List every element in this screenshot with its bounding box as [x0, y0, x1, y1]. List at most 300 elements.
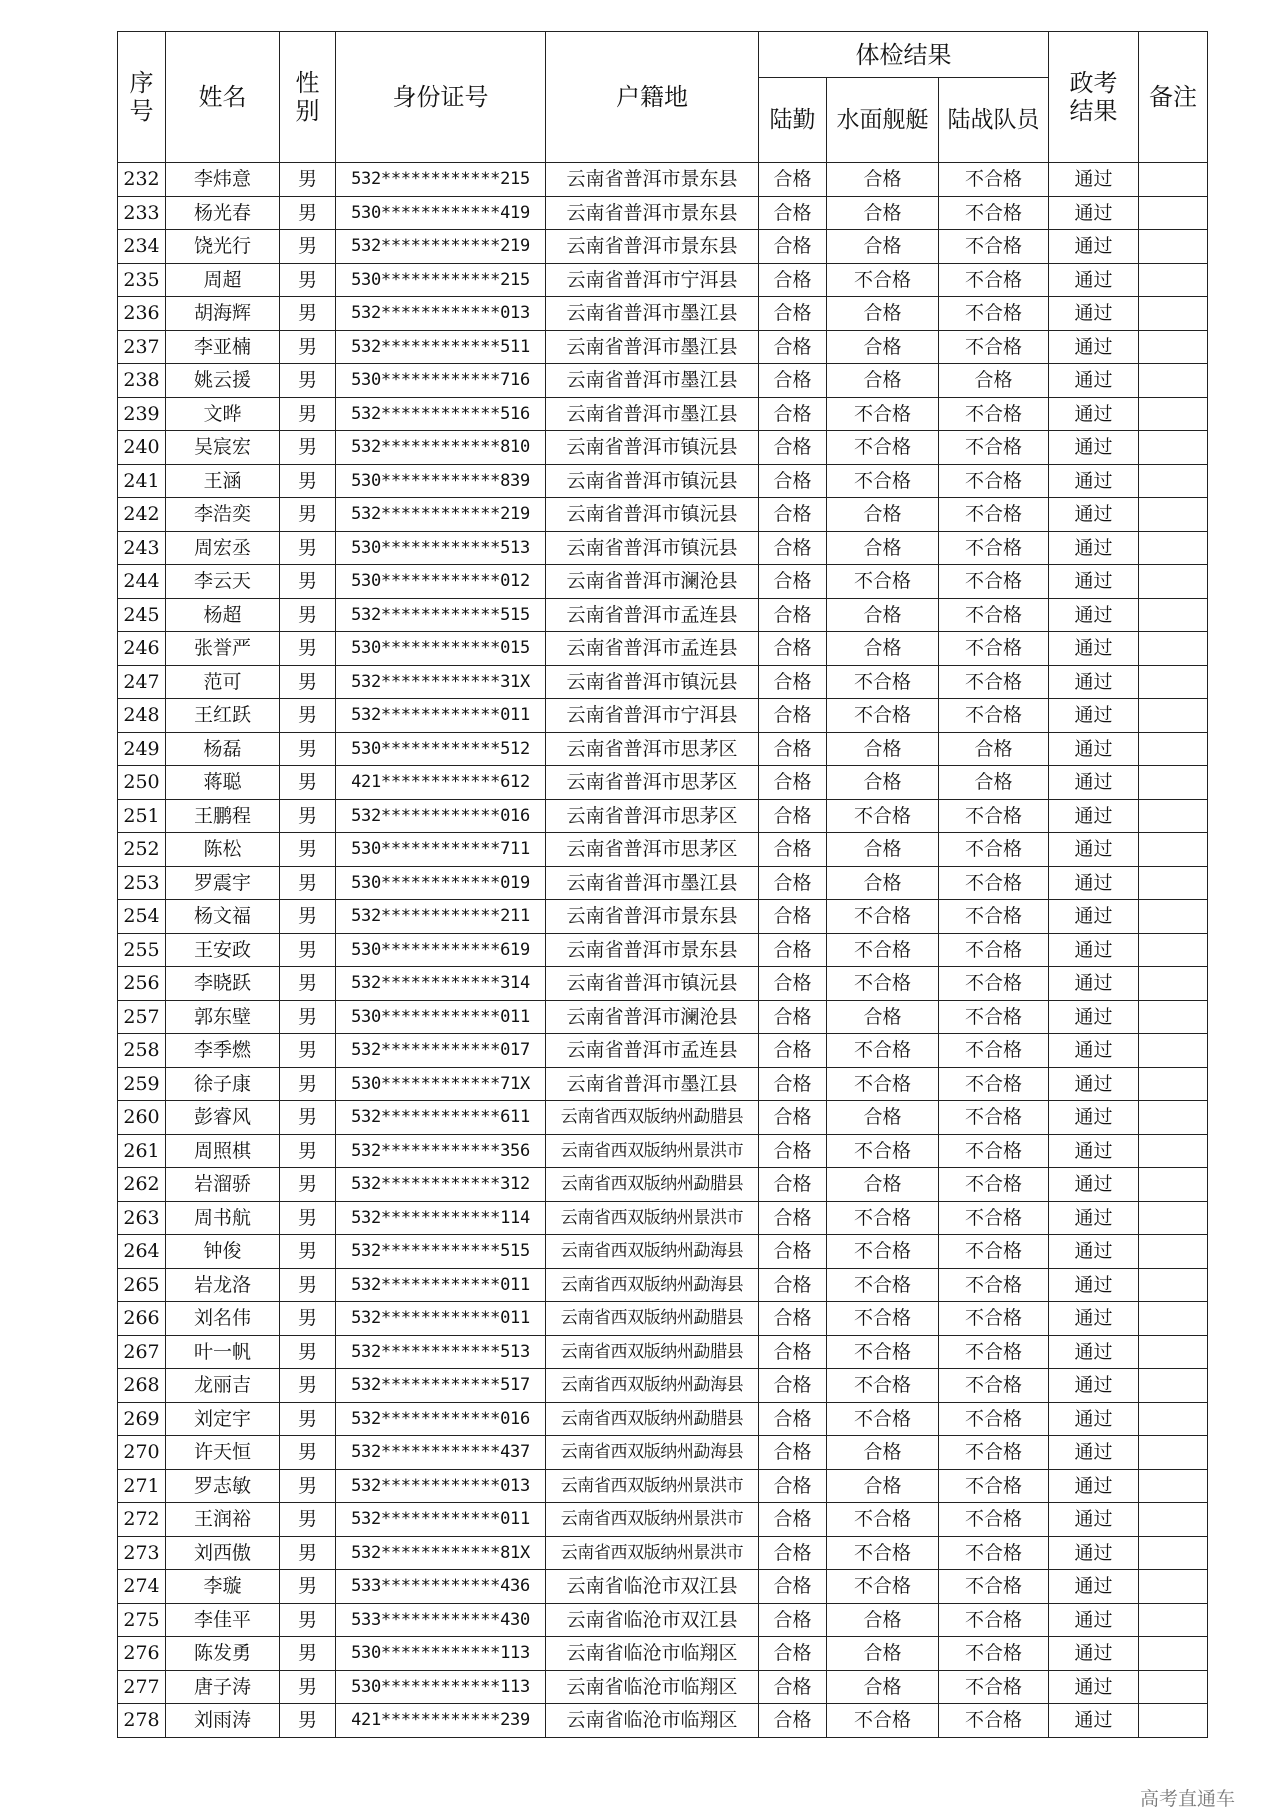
header-political: 政考结果 [1049, 32, 1139, 163]
cell-origin: 云南省西双版纳州景洪市 [546, 1536, 759, 1570]
cell-exam-marine: 不合格 [939, 431, 1049, 465]
cell-gender: 男 [280, 1637, 336, 1671]
cell-gender: 男 [280, 833, 336, 867]
cell-seq: 251 [118, 799, 166, 833]
cell-name: 彭睿风 [166, 1101, 280, 1135]
cell-political: 通过 [1049, 1603, 1139, 1637]
cell-political: 通过 [1049, 531, 1139, 565]
header-name: 姓名 [166, 32, 280, 163]
cell-name: 周照棋 [166, 1134, 280, 1168]
cell-remark [1139, 1335, 1208, 1369]
cell-origin: 云南省普洱市镇沅县 [546, 531, 759, 565]
cell-name: 王鹏程 [166, 799, 280, 833]
cell-exam-marine: 不合格 [939, 397, 1049, 431]
cell-political: 通过 [1049, 1302, 1139, 1336]
cell-exam-land: 合格 [759, 1704, 827, 1738]
cell-exam-ship: 不合格 [827, 1268, 939, 1302]
cell-gender: 男 [280, 1101, 336, 1135]
cell-exam-ship: 不合格 [827, 699, 939, 733]
cell-remark [1139, 833, 1208, 867]
cell-political: 通过 [1049, 297, 1139, 331]
table-row [118, 1335, 1208, 1369]
header-exam-land: 陆勤 [759, 78, 827, 163]
cell-exam-land: 合格 [759, 1034, 827, 1068]
cell-remark [1139, 1101, 1208, 1135]
cell-exam-land: 合格 [759, 1335, 827, 1369]
cell-seq: 273 [118, 1536, 166, 1570]
cell-exam-land: 合格 [759, 699, 827, 733]
cell-origin: 云南省西双版纳州勐腊县 [546, 1402, 759, 1436]
cell-origin: 云南省普洱市宁洱县 [546, 699, 759, 733]
cell-id-number: 532************219 [336, 230, 546, 264]
cell-exam-land: 合格 [759, 766, 827, 800]
table-row [118, 330, 1208, 364]
cell-seq: 260 [118, 1101, 166, 1135]
table-row [118, 1369, 1208, 1403]
cell-name: 李晓跃 [166, 967, 280, 1001]
cell-exam-land: 合格 [759, 1235, 827, 1269]
cell-exam-land: 合格 [759, 531, 827, 565]
cell-political: 通过 [1049, 967, 1139, 1001]
table-row [118, 1402, 1208, 1436]
cell-origin: 云南省西双版纳州勐腊县 [546, 1101, 759, 1135]
cell-seq: 274 [118, 1570, 166, 1604]
cell-remark [1139, 163, 1208, 197]
cell-exam-ship: 合格 [827, 498, 939, 532]
cell-id-number: 532************810 [336, 431, 546, 465]
cell-id-number: 530************113 [336, 1670, 546, 1704]
cell-name: 陈发勇 [166, 1637, 280, 1671]
table-row [118, 1101, 1208, 1135]
cell-id-number: 530************71X [336, 1067, 546, 1101]
cell-exam-marine: 不合格 [939, 1067, 1049, 1101]
cell-exam-ship: 不合格 [827, 933, 939, 967]
cell-name: 钟俊 [166, 1235, 280, 1269]
cell-seq: 266 [118, 1302, 166, 1336]
cell-exam-marine: 不合格 [939, 665, 1049, 699]
cell-remark [1139, 364, 1208, 398]
cell-political: 通过 [1049, 1235, 1139, 1269]
cell-origin: 云南省普洱市景东县 [546, 900, 759, 934]
table-row [118, 1000, 1208, 1034]
cell-remark [1139, 1369, 1208, 1403]
cell-gender: 男 [280, 1201, 336, 1235]
cell-name: 李佳平 [166, 1603, 280, 1637]
cell-political: 通过 [1049, 766, 1139, 800]
cell-origin: 云南省普洱市墨江县 [546, 297, 759, 331]
cell-id-number: 532************314 [336, 967, 546, 1001]
cell-name: 李璇 [166, 1570, 280, 1604]
cell-seq: 259 [118, 1067, 166, 1101]
cell-origin: 云南省普洱市墨江县 [546, 866, 759, 900]
cell-origin: 云南省西双版纳州勐腊县 [546, 1302, 759, 1336]
cell-origin: 云南省普洱市墨江县 [546, 397, 759, 431]
cell-political: 通过 [1049, 699, 1139, 733]
cell-name: 李亚楠 [166, 330, 280, 364]
cell-political: 通过 [1049, 1168, 1139, 1202]
cell-remark [1139, 196, 1208, 230]
cell-exam-land: 合格 [759, 665, 827, 699]
cell-exam-ship: 合格 [827, 531, 939, 565]
table-row [118, 297, 1208, 331]
cell-name: 李云天 [166, 565, 280, 599]
cell-exam-ship: 不合格 [827, 1067, 939, 1101]
cell-gender: 男 [280, 1570, 336, 1604]
cell-political: 通过 [1049, 1704, 1139, 1738]
table-row [118, 766, 1208, 800]
cell-name: 王红跃 [166, 699, 280, 733]
cell-seq: 232 [118, 163, 166, 197]
cell-exam-ship: 不合格 [827, 1402, 939, 1436]
cell-exam-ship: 不合格 [827, 1570, 939, 1604]
cell-exam-marine: 不合格 [939, 230, 1049, 264]
cell-exam-ship: 合格 [827, 196, 939, 230]
cell-exam-land: 合格 [759, 1067, 827, 1101]
cell-seq: 249 [118, 732, 166, 766]
cell-exam-ship: 不合格 [827, 1335, 939, 1369]
cell-exam-ship: 合格 [827, 1603, 939, 1637]
cell-exam-marine: 不合格 [939, 263, 1049, 297]
cell-exam-ship: 不合格 [827, 1201, 939, 1235]
cell-exam-ship: 合格 [827, 330, 939, 364]
cell-name: 李季燃 [166, 1034, 280, 1068]
cell-gender: 男 [280, 531, 336, 565]
cell-exam-land: 合格 [759, 1503, 827, 1537]
cell-name: 王润裕 [166, 1503, 280, 1537]
cell-exam-ship: 不合格 [827, 1034, 939, 1068]
cell-exam-land: 合格 [759, 397, 827, 431]
cell-id-number: 530************513 [336, 531, 546, 565]
cell-exam-marine: 不合格 [939, 1637, 1049, 1671]
cell-exam-marine: 合格 [939, 364, 1049, 398]
cell-exam-land: 合格 [759, 1168, 827, 1202]
cell-exam-ship: 合格 [827, 1436, 939, 1470]
cell-exam-land: 合格 [759, 1670, 827, 1704]
cell-exam-ship: 不合格 [827, 1536, 939, 1570]
cell-seq: 256 [118, 967, 166, 1001]
cell-origin: 云南省普洱市景东县 [546, 933, 759, 967]
cell-exam-land: 合格 [759, 263, 827, 297]
cell-name: 王涵 [166, 464, 280, 498]
cell-origin: 云南省西双版纳州景洪市 [546, 1134, 759, 1168]
cell-political: 通过 [1049, 163, 1139, 197]
cell-exam-ship: 不合格 [827, 1503, 939, 1537]
cell-exam-ship: 不合格 [827, 900, 939, 934]
cell-exam-marine: 不合格 [939, 1034, 1049, 1068]
cell-gender: 男 [280, 1235, 336, 1269]
cell-exam-marine: 不合格 [939, 967, 1049, 1001]
cell-name: 范可 [166, 665, 280, 699]
cell-gender: 男 [280, 1402, 336, 1436]
cell-gender: 男 [280, 1034, 336, 1068]
cell-name: 周宏丞 [166, 531, 280, 565]
cell-seq: 235 [118, 263, 166, 297]
cell-remark [1139, 297, 1208, 331]
cell-gender: 男 [280, 1335, 336, 1369]
cell-seq: 271 [118, 1469, 166, 1503]
cell-seq: 243 [118, 531, 166, 565]
cell-gender: 男 [280, 699, 336, 733]
cell-id-number: 530************512 [336, 732, 546, 766]
cell-exam-marine: 合格 [939, 732, 1049, 766]
table-row [118, 1570, 1208, 1604]
cell-seq: 234 [118, 230, 166, 264]
cell-origin: 云南省普洱市思茅区 [546, 732, 759, 766]
cell-exam-land: 合格 [759, 866, 827, 900]
cell-name: 陈松 [166, 833, 280, 867]
cell-political: 通过 [1049, 900, 1139, 934]
cell-remark [1139, 1603, 1208, 1637]
cell-origin: 云南省普洱市孟连县 [546, 632, 759, 666]
cell-id-number: 532************017 [336, 1034, 546, 1068]
cell-id-number: 532************016 [336, 1402, 546, 1436]
cell-gender: 男 [280, 297, 336, 331]
cell-exam-ship: 合格 [827, 866, 939, 900]
cell-id-number: 532************81X [336, 1536, 546, 1570]
cell-origin: 云南省普洱市景东县 [546, 196, 759, 230]
cell-gender: 男 [280, 498, 336, 532]
cell-political: 通过 [1049, 1402, 1139, 1436]
cell-political: 通过 [1049, 1570, 1139, 1604]
watermark-text: 高考直通车 [1140, 1788, 1236, 1810]
cell-exam-marine: 不合格 [939, 565, 1049, 599]
cell-remark [1139, 431, 1208, 465]
cell-remark [1139, 1536, 1208, 1570]
cell-political: 通过 [1049, 866, 1139, 900]
table-row [118, 163, 1208, 197]
cell-id-number: 421************239 [336, 1704, 546, 1738]
cell-id-number: 530************113 [336, 1637, 546, 1671]
cell-id-number: 533************430 [336, 1603, 546, 1637]
table-row [118, 699, 1208, 733]
cell-exam-land: 合格 [759, 598, 827, 632]
cell-exam-land: 合格 [759, 1101, 827, 1135]
cell-seq: 267 [118, 1335, 166, 1369]
cell-exam-ship: 合格 [827, 1670, 939, 1704]
cell-exam-ship: 不合格 [827, 1704, 939, 1738]
cell-origin: 云南省西双版纳州勐腊县 [546, 1335, 759, 1369]
cell-origin: 云南省西双版纳州景洪市 [546, 1201, 759, 1235]
cell-exam-land: 合格 [759, 565, 827, 599]
cell-id-number: 530************215 [336, 263, 546, 297]
table-row [118, 1503, 1208, 1537]
cell-origin: 云南省西双版纳州勐腊县 [546, 1168, 759, 1202]
cell-exam-marine: 不合格 [939, 933, 1049, 967]
cell-remark [1139, 1034, 1208, 1068]
cell-exam-marine: 不合格 [939, 1134, 1049, 1168]
table-row [118, 799, 1208, 833]
cell-origin: 云南省普洱市镇沅县 [546, 431, 759, 465]
cell-seq: 244 [118, 565, 166, 599]
table-row [118, 598, 1208, 632]
cell-political: 通过 [1049, 464, 1139, 498]
cell-seq: 277 [118, 1670, 166, 1704]
cell-gender: 男 [280, 1168, 336, 1202]
table-row [118, 1034, 1208, 1068]
cell-exam-ship: 合格 [827, 364, 939, 398]
cell-remark [1139, 531, 1208, 565]
table-row [118, 833, 1208, 867]
table-row [118, 967, 1208, 1001]
cell-political: 通过 [1049, 598, 1139, 632]
cell-origin: 云南省西双版纳州景洪市 [546, 1503, 759, 1537]
results-sheet [117, 31, 1207, 1738]
cell-seq: 276 [118, 1637, 166, 1671]
cell-remark [1139, 1067, 1208, 1101]
cell-remark [1139, 665, 1208, 699]
table-row [118, 431, 1208, 465]
table-row [118, 364, 1208, 398]
cell-name: 罗志敏 [166, 1469, 280, 1503]
cell-id-number: 532************013 [336, 297, 546, 331]
cell-exam-marine: 不合格 [939, 833, 1049, 867]
cell-seq: 246 [118, 632, 166, 666]
cell-name: 刘西傲 [166, 1536, 280, 1570]
cell-exam-marine: 不合格 [939, 163, 1049, 197]
cell-remark [1139, 1469, 1208, 1503]
cell-id-number: 530************419 [336, 196, 546, 230]
cell-political: 通过 [1049, 498, 1139, 532]
cell-exam-land: 合格 [759, 196, 827, 230]
cell-exam-ship: 不合格 [827, 263, 939, 297]
cell-name: 王安政 [166, 933, 280, 967]
cell-origin: 云南省西双版纳州勐海县 [546, 1369, 759, 1403]
cell-name: 胡海辉 [166, 297, 280, 331]
cell-gender: 男 [280, 665, 336, 699]
cell-origin: 云南省临沧市双江县 [546, 1570, 759, 1604]
cell-origin: 云南省西双版纳州勐海县 [546, 1436, 759, 1470]
table-row [118, 1268, 1208, 1302]
cell-exam-marine: 不合格 [939, 1436, 1049, 1470]
cell-origin: 云南省普洱市思茅区 [546, 799, 759, 833]
cell-exam-marine: 不合格 [939, 598, 1049, 632]
cell-gender: 男 [280, 1603, 336, 1637]
cell-gender: 男 [280, 1134, 336, 1168]
cell-remark [1139, 1201, 1208, 1235]
cell-origin: 云南省普洱市墨江县 [546, 1067, 759, 1101]
header-id: 身份证号 [336, 32, 546, 163]
cell-political: 通过 [1049, 364, 1139, 398]
cell-gender: 男 [280, 1436, 336, 1470]
cell-id-number: 530************011 [336, 1000, 546, 1034]
cell-origin: 云南省普洱市思茅区 [546, 766, 759, 800]
cell-gender: 男 [280, 565, 336, 599]
cell-exam-ship: 不合格 [827, 464, 939, 498]
cell-gender: 男 [280, 364, 336, 398]
cell-political: 通过 [1049, 665, 1139, 699]
cell-gender: 男 [280, 431, 336, 465]
table-row [118, 1067, 1208, 1101]
cell-name: 吴宸宏 [166, 431, 280, 465]
cell-remark [1139, 464, 1208, 498]
cell-id-number: 532************011 [336, 699, 546, 733]
cell-id-number: 532************511 [336, 330, 546, 364]
cell-gender: 男 [280, 1302, 336, 1336]
cell-origin: 云南省普洱市景东县 [546, 163, 759, 197]
cell-exam-land: 合格 [759, 1536, 827, 1570]
cell-seq: 263 [118, 1201, 166, 1235]
cell-seq: 262 [118, 1168, 166, 1202]
header-exam-marine: 陆战队员 [939, 78, 1049, 163]
cell-political: 通过 [1049, 1536, 1139, 1570]
cell-political: 通过 [1049, 1369, 1139, 1403]
cell-origin: 云南省普洱市澜沧县 [546, 1000, 759, 1034]
cell-exam-land: 合格 [759, 297, 827, 331]
cell-political: 通过 [1049, 732, 1139, 766]
cell-seq: 236 [118, 297, 166, 331]
cell-id-number: 532************31X [336, 665, 546, 699]
cell-exam-land: 合格 [759, 364, 827, 398]
cell-origin: 云南省普洱市镇沅县 [546, 967, 759, 1001]
cell-seq: 233 [118, 196, 166, 230]
cell-exam-land: 合格 [759, 900, 827, 934]
cell-name: 张誉严 [166, 632, 280, 666]
cell-exam-ship: 合格 [827, 230, 939, 264]
cell-origin: 云南省普洱市镇沅县 [546, 498, 759, 532]
table-row [118, 1704, 1208, 1738]
cell-political: 通过 [1049, 1101, 1139, 1135]
cell-political: 通过 [1049, 1503, 1139, 1537]
header-exam-group: 体检结果 [759, 32, 1049, 78]
cell-political: 通过 [1049, 1637, 1139, 1671]
cell-id-number: 530************019 [336, 866, 546, 900]
cell-id-number: 532************011 [336, 1268, 546, 1302]
cell-exam-land: 合格 [759, 1436, 827, 1470]
cell-exam-ship: 不合格 [827, 967, 939, 1001]
cell-exam-marine: 不合格 [939, 498, 1049, 532]
cell-origin: 云南省普洱市墨江县 [546, 330, 759, 364]
cell-origin: 云南省西双版纳州勐海县 [546, 1268, 759, 1302]
cell-gender: 男 [280, 230, 336, 264]
cell-political: 通过 [1049, 1469, 1139, 1503]
cell-gender: 男 [280, 1704, 336, 1738]
table-row [118, 230, 1208, 264]
cell-seq: 270 [118, 1436, 166, 1470]
cell-name: 刘名伟 [166, 1302, 280, 1336]
cell-political: 通过 [1049, 1000, 1139, 1034]
table-row [118, 866, 1208, 900]
cell-gender: 男 [280, 1670, 336, 1704]
cell-id-number: 532************211 [336, 900, 546, 934]
cell-exam-marine: 不合格 [939, 1536, 1049, 1570]
cell-political: 通过 [1049, 230, 1139, 264]
results-table [117, 31, 1208, 1738]
cell-gender: 男 [280, 1268, 336, 1302]
cell-exam-land: 合格 [759, 464, 827, 498]
cell-name: 文晔 [166, 397, 280, 431]
table-row [118, 900, 1208, 934]
cell-gender: 男 [280, 1067, 336, 1101]
table-row [118, 1235, 1208, 1269]
cell-exam-ship: 不合格 [827, 665, 939, 699]
cell-exam-marine: 不合格 [939, 900, 1049, 934]
table-header [118, 32, 1208, 163]
cell-exam-ship: 不合格 [827, 799, 939, 833]
cell-seq: 240 [118, 431, 166, 465]
cell-remark [1139, 1704, 1208, 1738]
cell-origin: 云南省普洱市思茅区 [546, 833, 759, 867]
cell-exam-marine: 不合格 [939, 1570, 1049, 1604]
cell-id-number: 530************015 [336, 632, 546, 666]
cell-exam-marine: 不合格 [939, 1603, 1049, 1637]
cell-exam-land: 合格 [759, 967, 827, 1001]
cell-origin: 云南省临沧市临翔区 [546, 1704, 759, 1738]
cell-remark [1139, 598, 1208, 632]
table-row [118, 565, 1208, 599]
table-row [118, 1603, 1208, 1637]
cell-remark [1139, 330, 1208, 364]
cell-exam-land: 合格 [759, 330, 827, 364]
